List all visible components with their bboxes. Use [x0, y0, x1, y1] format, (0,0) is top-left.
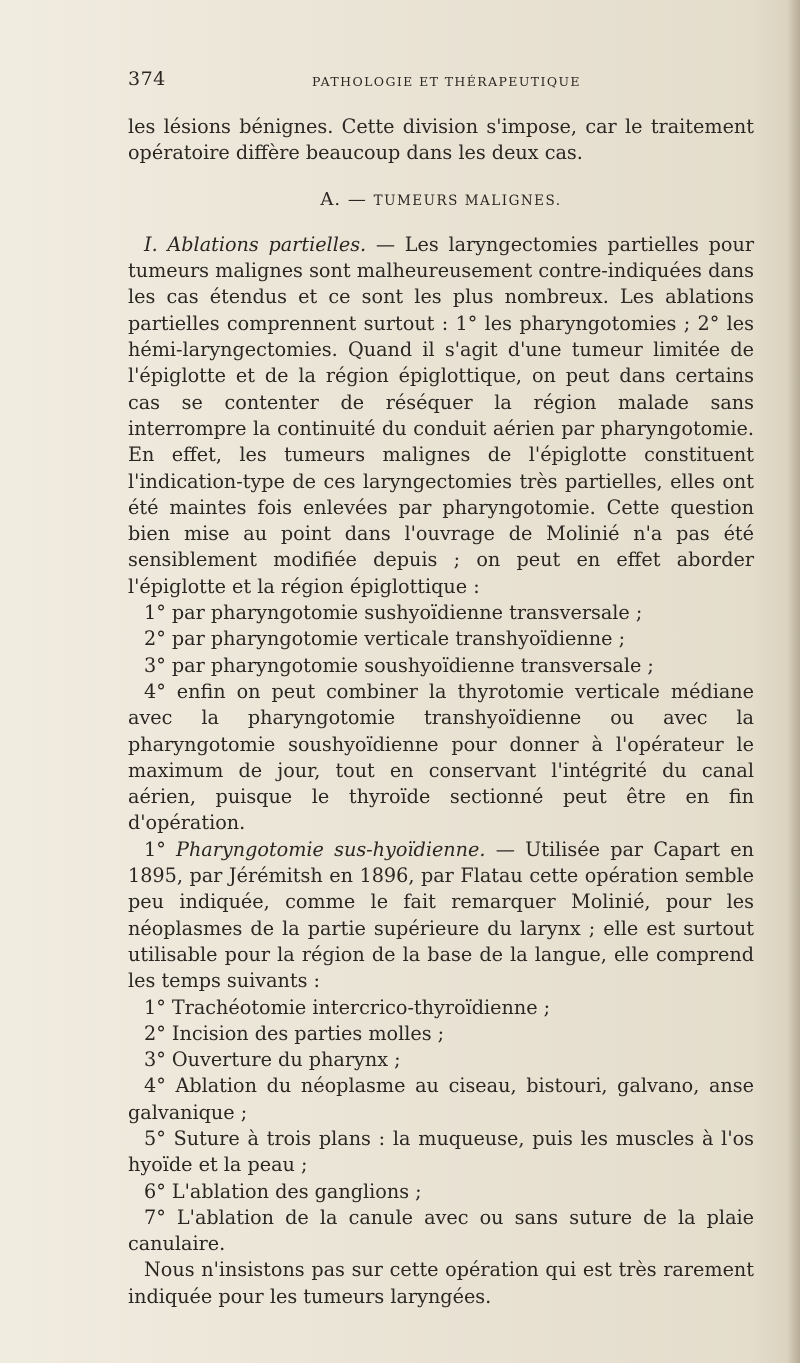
list-item: 4° Ablation du néoplasme au ciseau, bistouri, galvano, anse galvanique ; — [128, 1074, 754, 1124]
list-item: 4° enfin on peut combiner la thyrotomie verticale médiane avec la pharyngotomie transhyoïdienne ou avec la pharyngotomie soushyoïdienne pour donner à l'opérateur le maximum de jour, tout en conservant l'intégrité du canal aérien, puisque le thyroïde sectionné peut être en fin d'opération. — [128, 679, 754, 835]
book-spine-shadow — [786, 0, 800, 1363]
running-head: PATHOLOGIE ET THÉRAPEUTIQUE — [312, 74, 581, 89]
body-text — [128, 114, 754, 1310]
list-item: 3° Ouverture du pharynx ; — [144, 1048, 401, 1072]
page-number: 374 — [128, 68, 166, 90]
section-heading: A. — TUMEURS MALIGNES. — [320, 188, 562, 210]
list-item: 1° par pharyngotomie sushyoïdienne transversale ; — [144, 601, 643, 625]
list-item: 2° par pharyngotomie verticale transhyoïdienne ; — [144, 627, 626, 651]
paragraph-pharyngotomie: 1° Pharyngotomie sus-hyoïdienne. — Utilisée par Capart en 1895, par Jérémitsh en 1896, par Flatau cette opération semble peu indiquée, comme le fait remarquer Molinié, pour les néoplasmes de la partie supérieure du larynx ; elle est surtout utilisable pour la région de la base de la langue, elle comprend les temps suivants : — [128, 837, 754, 993]
paragraph-ablations: I. Ablations partielles. — Les laryngectomies partielles pour tumeurs malignes sont malheureusement contre-indiquées dans les cas étendus et ce sont les plus nombreux. Les ablations partielles comprennent surtout : 1° les pharyngotomies ; 2° les hémi-laryngectomies. Quand il s'agit d'une tumeur limitée de l'épiglotte et de la région épiglottique, on peut dans certains cas se contenter de réséquer la région malade sans interrompre la continuité du conduit aérien par pharyngotomie. En effet, les tumeurs malignes de l'épiglotte constituent l'indication-type de ces laryngectomies très partielles, elles ont été maintes fois enlevées par pharyngotomie. Cette question bien mise au point dans l'ouvrage de Molinié n'a pas été sensiblement modifiée depuis ; on peut en effet aborder l'épiglotte et la région épiglottique : — [128, 232, 754, 598]
list-item: 3° par pharyngotomie soushyoïdienne transversale ; — [144, 653, 654, 677]
list-item: 5° Suture à trois plans : la muqueuse, puis les muscles à l'os hyoïde et la peau ; — [128, 1126, 754, 1177]
list-item: 1° Trachéotomie intercrico-thyroïdienne ; — [144, 995, 551, 1019]
intro-paragraph: les lésions bénignes. Cette division s'impose, car le traitement opératoire diffère beaucoup dans les deux cas. — [128, 115, 754, 165]
list-item: 7° L'ablation de la canule avec ou sans suture de la plaie canulaire. — [128, 1205, 754, 1256]
list-item: 2° Incision des parties molles ; — [144, 1021, 445, 1045]
page-header — [128, 68, 708, 104]
list-item: 6° L'ablation des ganglions ; — [144, 1179, 422, 1203]
closing-paragraph: Nous n'insistons pas sur cette opération qui est très rarement indiquée pour les tumeurs laryngées. — [128, 1258, 754, 1308]
